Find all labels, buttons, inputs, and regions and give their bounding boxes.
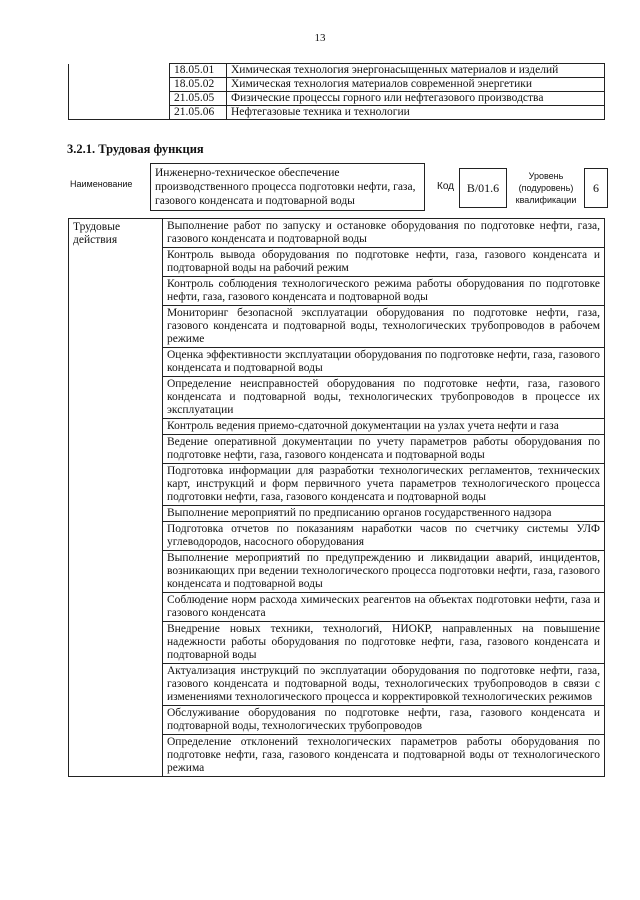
labor-action-item: Актуализация инструкций по эксплуатации оборудования по подготовке нефти, газа, газового конденсата и подтоварной воды, технологических трубопроводов в связи с изменениями технологического процесса и корректировкой технологических режимов	[163, 664, 604, 706]
specialty-name: Химическая технология энергонасыщенных материалов и изделий	[227, 64, 605, 78]
labor-action-item: Контроль соблюдения технологического режима работы оборудования по подготовке нефти, газа, газового конденсата и подтоварной воды	[163, 277, 604, 306]
specialty-name: Химическая технология материалов современной энергетики	[227, 78, 605, 92]
specialty-name: Нефтегазовые техника и технологии	[227, 106, 605, 120]
code-label: Код	[437, 181, 455, 192]
specialty-codes-table	[68, 63, 605, 120]
function-name-box: Инженерно-техническое обеспечение производственного процесса подготовки нефти, газа, газового конденсата и подтоварной воды	[150, 163, 425, 211]
labor-actions-list	[163, 219, 605, 777]
labor-action-item: Выполнение мероприятий по предписанию органов государственного надзора	[163, 506, 604, 522]
labor-action-item: Внедрение новых техники, технологий, НИОКР, направленных на повышение надежности работы оборудования по подготовке нефти, газа, газового конденсата и подтоварной воды	[163, 622, 604, 664]
labor-action-item: Определение неисправностей оборудования по подготовке нефти, газа, газового конденсата и подтоварной воды, технологических трубопроводов в процессе их эксплуатации	[163, 377, 604, 419]
labor-action-item: Подготовка отчетов по показаниям наработки часов по счетчику системы УЛФ углеводородов, насосного оборудования	[163, 522, 604, 551]
labor-action-item: Выполнение мероприятий по предупреждению и ликвидации аварий, инцидентов, возникающих при ведении технологического процесса подготовки нефти, газа, газового конденсата и подтоварной воды	[163, 551, 604, 593]
labor-action-item: Определение отклонений технологических параметров работы оборудования по подготовке нефти, газа, газового конденсата и подтоварной воды от технологического режима	[167, 736, 600, 774]
labor-actions-label: Трудовые действия	[69, 219, 163, 777]
empty-cell	[69, 64, 170, 120]
specialty-code: 18.05.02	[170, 78, 227, 92]
labor-action-item: Подготовка информации для разработки технологических регламентов, технических карт, инструкций и форм первичного учета параметров технологического процесса подготовки нефти, газа, газового конденсата и подтоварной воды	[163, 464, 604, 506]
labor-action-item: Мониторинг безопасной эксплуатации оборудования по подготовке нефти, газа, газового конденсата и подтоварной воды, технологических трубопроводов в рабочем режиме	[163, 306, 604, 348]
qualification-level-label: Уровень (подуровень) квалификации	[515, 171, 577, 205]
table-row	[69, 64, 605, 78]
labor-action-item: Оценка эффективности эксплуатации оборудования по подготовке нефти, газа, газового конденсата и подтоварной воды	[163, 348, 604, 377]
specialty-code: 21.05.06	[170, 106, 227, 120]
labor-action-item: Контроль вывода оборудования по подготовке нефти, газа, газового конденсата и подтоварной воды на рабочий режим	[163, 248, 604, 277]
function-code-box: B/01.6	[459, 168, 507, 208]
labor-action-item: Соблюдение норм расхода химических реагентов на объектах подготовки нефти, газа и газового конденсата	[163, 593, 604, 622]
specialty-code: 21.05.05	[170, 92, 227, 106]
labor-action-item: Контроль ведения приемо-сдаточной документации на узлах учета нефти и газа	[163, 419, 604, 435]
name-label: Наименование	[70, 179, 133, 189]
section-title: 3.2.1. Трудовая функция	[67, 142, 204, 156]
labor-action-item: Ведение оперативной документации по учету параметров работы оборудования по подготовке нефти, газа, газового конденсата и подтоварной воды	[163, 435, 604, 464]
table-row	[69, 219, 605, 777]
specialty-code: 18.05.01	[170, 64, 227, 78]
labor-actions-table	[68, 218, 605, 777]
qualification-level-box: 6	[584, 168, 608, 208]
specialty-name: Физические процессы горного или нефтегазового производства	[227, 92, 605, 106]
page-number: 13	[314, 32, 326, 44]
labor-action-item: Обслуживание оборудования по подготовке нефти, газа, газового конденсата и подтоварной воды, технологических трубопроводов	[163, 706, 604, 735]
labor-action-item: Выполнение работ по запуску и остановке оборудования по подготовке нефти, газа, газового конденсата и подтоварной воды	[163, 219, 604, 248]
